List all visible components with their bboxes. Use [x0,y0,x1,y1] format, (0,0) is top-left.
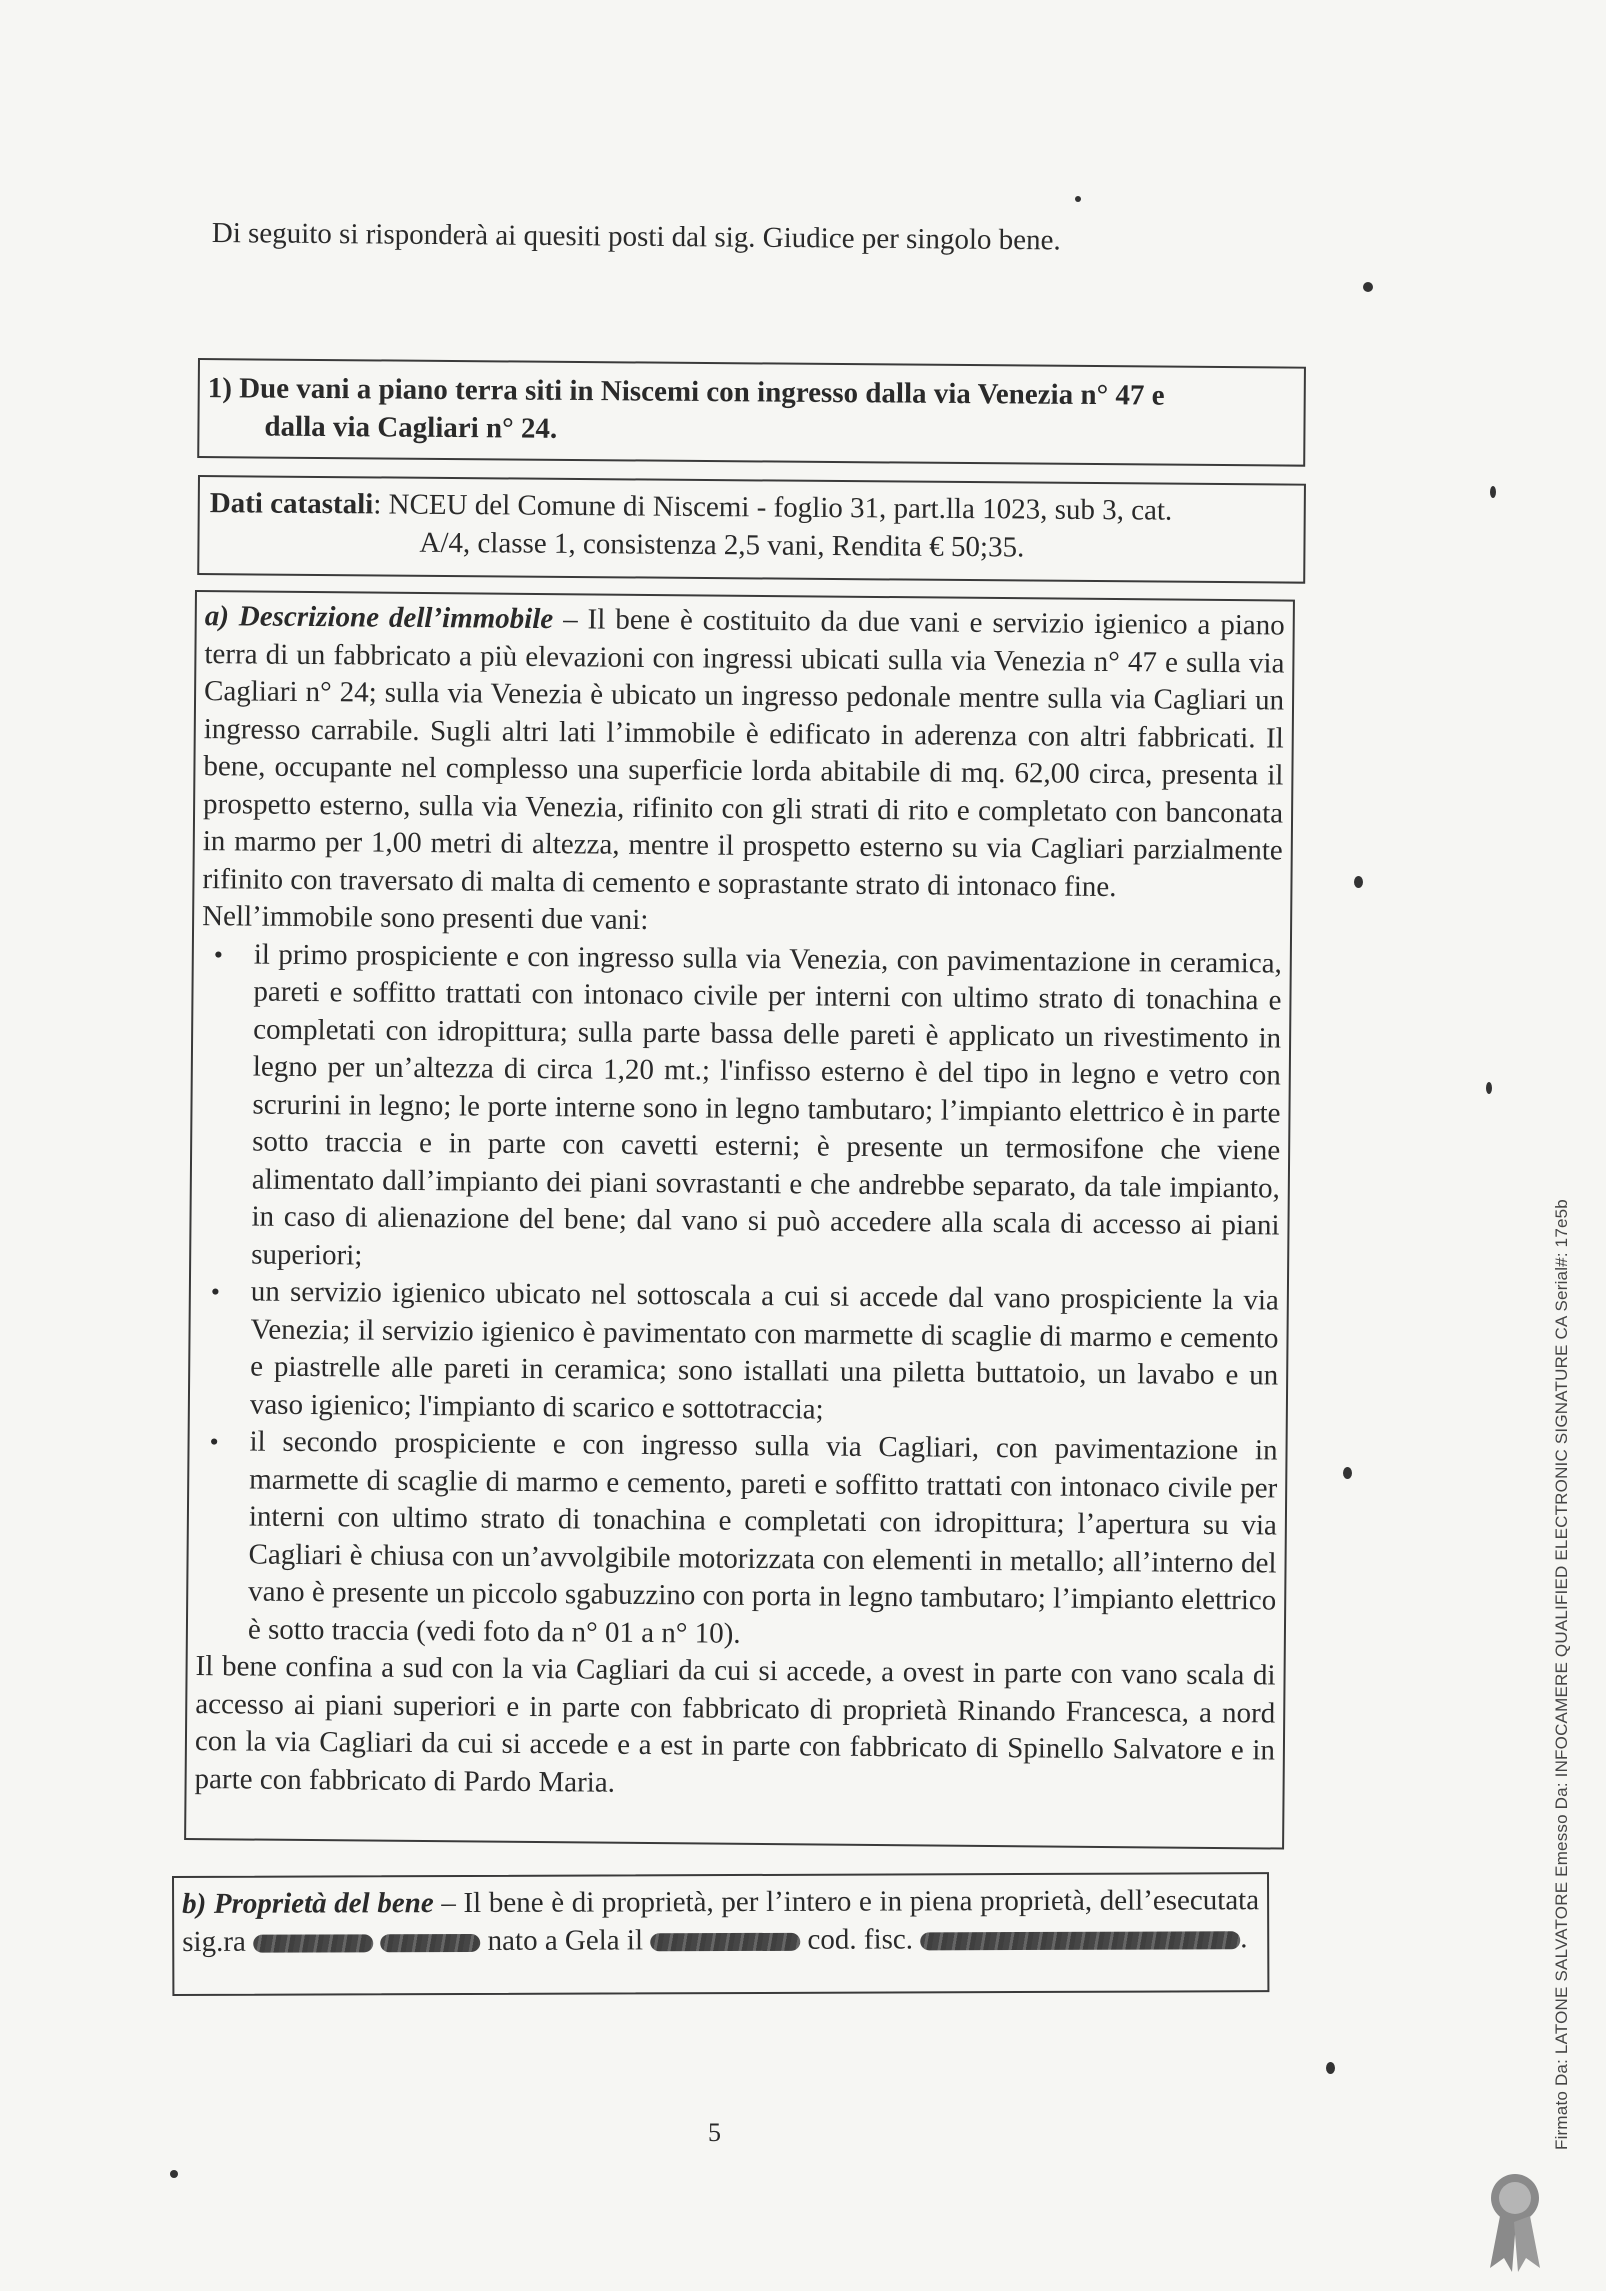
item1-box [197,358,1306,467]
intro-text: Di seguito si risponderà ai quesiti posti dal sig. Giudice per singolo bene. [211,216,1061,257]
descrizione-label: a) Descrizione dell’immobile [204,600,554,636]
page-number: 5 [708,2118,721,2147]
speck-mark [1326,2062,1335,2074]
redaction-mark [650,1933,800,1952]
speck-mark [1075,196,1081,202]
list-item: • il primo prospiciente e con ingresso sulla via Venezia, con pavimentazione in ceramica, pareti e soffitto trattati con intonaco civile per interni con ultimo strato di tonachina e completati con idropittura; sulla parte bassa delle pareti è applicato un rivestimento in legno per un’altezza di circa 1,20 mt.; l'infisso esterno è del tipo in legno e vetro con scrurini in legno; le porte interne sono in legno tambutaro; l’impianto elettrico è in parte sotto traccia e in parte con cavetti esterni; è presente un termosifone che viene alimentato dall’impianto dei piani sovrastanti e che andrebbe separato, da tale impianto, in caso di alienazione del bene; dal vano si può accedere alla scala di accesso ai piani superiori; [199,936,1282,1283]
descrizione-box [184,590,1295,1850]
proprieta-text3: cod. fisc. [807,1922,914,1956]
item1-line1: 1) Due vani a piano terra siti in Niscemi con ingresso dalla via Venezia n° 47 e [207,372,1165,412]
catastali-label: Dati catastali [209,487,374,521]
catastali-line2: A/4, classe 1, consistenza 2,5 vani, Rendita € 50;35. [419,526,1025,563]
catastali-text1: : NCEU del Comune di Niscemi - foglio 31, part.lla 1023, sub 3, cat. [373,488,1173,527]
confini-text: Il bene confina a sud con la via Cagliari da cui si accede, a ovest in parte con vano scala di accesso ai piani superiori e in parte con fabbricato di proprietà Rinando Francesca, a nord con la via Cagliari da cui si accede e a est in parte con fabbricato di Spinello Salvatore e in parte con fabbricato di Pardo Maria. [194,1650,1276,1799]
proprieta-box [172,1872,1269,1996]
ribbon-seal-icon [1480,2168,1550,2278]
proprieta-text2: nato a Gela il [487,1923,644,1957]
speck-mark [1363,282,1373,292]
speck-mark [1486,1082,1492,1094]
item1-line2: dalla via Cagliari n° 24. [264,410,558,445]
descrizione-list [196,936,1282,1658]
proprieta-label: b) Proprietà del bene [182,1887,434,1920]
speck-mark [170,2170,178,2178]
descrizione-para [202,598,1285,907]
redaction-mark [253,1934,373,1952]
proprieta-text4: . [1240,1921,1248,1954]
signature-stamp: Firmato Da: LATONE SALVATORE Emesso Da: INFOCAMERE QUALIFIED ELECTRONIC SIGNATURE CA Serial#: 17e5b [1552,1199,1571,2150]
proprieta-text1: – Il bene è di proprietà, per l’intero e in piena proprietà, dell’esecutata sig.ra [182,1884,1260,1958]
descrizione-list-intro: Nell’immobile sono presenti due vani: [202,900,649,936]
speck-mark [1343,1467,1352,1479]
speck-mark [1354,876,1363,888]
redaction-mark [380,1934,480,1952]
list-item: • il secondo prospiciente e con ingresso sulla via Cagliari, con pavimentazione in marmette di scaglie di marmo e cemento, pareti e soffitto trattati con intonaco civile per interni con ultimo strato di tonachina e completati con idropittura; l’apertura su via Cagliari è chiusa con un’avvolgibile motorizzata con elementi in metallo; all’interno del vano è presente un piccolo sgabuzzino con porta in legno tambutaro; l’impianto elettrico è sotto traccia (vedi foto da n° 01 a n° 10). [196,1423,1278,1657]
speck-mark [1490,486,1496,498]
descrizione-text: – Il bene è costituito da due vani e servizio igienico a piano terra di un fabbricato a più elevazioni con ingressi ubicati sulla via Venezia n° 47 e sulla via Cagliari n° 24; sulla via Venezia è ubicato un ingresso pedonale mentre sulla via Cagliari un ingresso carrabile. Sugli altri lati l’immobile è edificato in aderenza con altri fabbricati. Il bene, occupante nel complesso una superficie lorda abitabile di mq. 62,00 circa, presenta il prospetto esterno, sulla via Venezia, rifinito con gli strati di rito e completato con banconata in marmo per 1,00 metri di altezza, mentre il prospetto esterno su via Cagliari parzialmente rifinito con traversato di malta di cemento e soprastante strato di intonaco fine. [202,603,1285,903]
redaction-mark [920,1931,1240,1950]
list-item: • un servizio igienico ubicato nel sottoscala a cui si accede dal vano prospiciente la via Venezia; il servizio igienico è pavimentato con marmette di scaglie di marmo e cemento e piastrelle alle pareti in ceramica; sono istallati una piletta buttatoio, un lavabo e un vaso igienico; l'impianto di scarico e sottotraccia; [198,1273,1279,1432]
catastali-box [197,475,1306,584]
